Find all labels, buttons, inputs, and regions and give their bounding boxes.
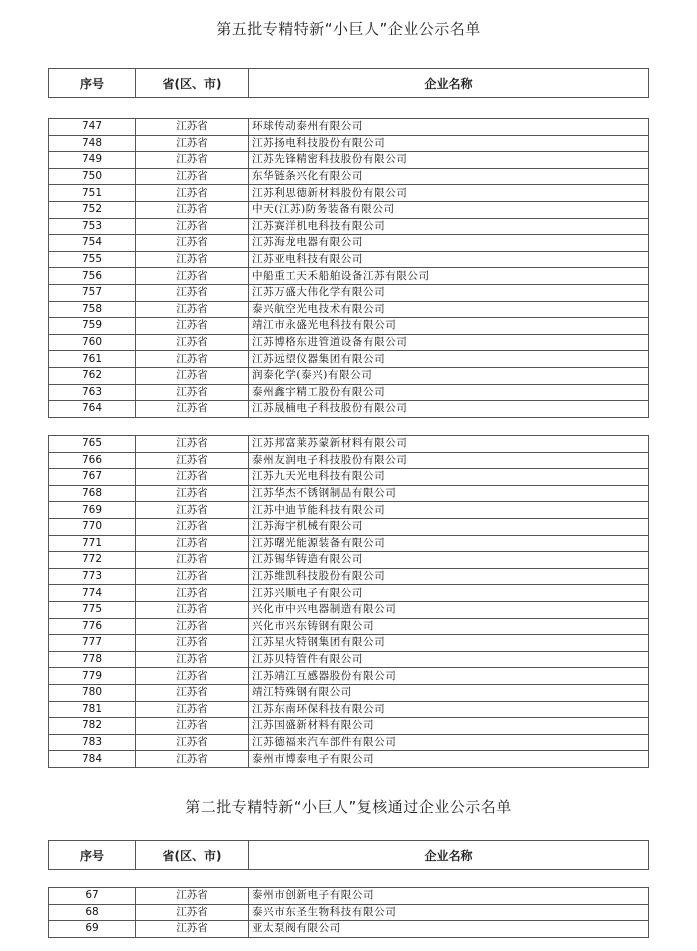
cell-company-name: 江苏亚电科技有限公司 (249, 251, 649, 268)
cell-serial-number: 755 (49, 251, 136, 268)
cell-province: 江苏省 (136, 168, 249, 185)
cell-serial-number: 764 (49, 401, 136, 418)
table-row (49, 718, 649, 735)
table-header-second-batch (48, 840, 649, 870)
cell-company-name: 中船重工天禾船舶设备江苏有限公司 (249, 268, 649, 285)
cell-province: 江苏省 (136, 635, 249, 652)
cell-province: 江苏省 (136, 351, 249, 368)
table-row (49, 502, 649, 519)
header-province: 省(区、市) (136, 69, 249, 98)
cell-company-name: 江苏贝特管件有限公司 (249, 651, 649, 668)
cell-province: 江苏省 (136, 552, 249, 569)
cell-company-name: 江苏靖江互感器股份有限公司 (249, 668, 649, 685)
cell-serial-number: 775 (49, 601, 136, 618)
table-row (49, 185, 649, 202)
cell-province: 江苏省 (136, 218, 249, 235)
table-row (49, 367, 649, 384)
cell-company-name: 江苏远望仪器集团有限公司 (249, 351, 649, 368)
cell-serial-number: 751 (49, 185, 136, 202)
cell-serial-number: 778 (49, 651, 136, 668)
cell-company-name: 江苏博格东进管道设备有限公司 (249, 334, 649, 351)
table-row (49, 168, 649, 185)
cell-serial-number: 782 (49, 718, 136, 735)
cell-serial-number: 780 (49, 684, 136, 701)
cell-province: 江苏省 (136, 334, 249, 351)
cell-province: 江苏省 (136, 452, 249, 469)
table-row (49, 384, 649, 401)
cell-serial-number: 763 (49, 384, 136, 401)
cell-company-name: 江苏赛洋机电科技有限公司 (249, 218, 649, 235)
cell-company-name: 江苏万盛大伟化学有限公司 (249, 284, 649, 301)
table-row (49, 921, 649, 938)
table-row (49, 284, 649, 301)
cell-province: 江苏省 (136, 318, 249, 335)
cell-province: 江苏省 (136, 921, 249, 938)
cell-company-name: 泰州市博泰电子有限公司 (249, 751, 649, 768)
cell-company-name: 江苏邦富莱苏蒙新材料有限公司 (249, 436, 649, 453)
cell-company-name: 江苏九天光电科技有限公司 (249, 469, 649, 486)
cell-company-name: 江苏东南环保科技有限公司 (249, 701, 649, 718)
cell-province: 江苏省 (136, 651, 249, 668)
cell-company-name: 江苏维凯科技股份有限公司 (249, 568, 649, 585)
table-row (49, 535, 649, 552)
cell-province: 江苏省 (136, 904, 249, 921)
cell-province: 江苏省 (136, 268, 249, 285)
table-row (49, 469, 649, 486)
cell-company-name: 江苏海宇机械有限公司 (249, 518, 649, 535)
cell-serial-number: 752 (49, 201, 136, 218)
cell-serial-number: 770 (49, 518, 136, 535)
cell-province: 江苏省 (136, 384, 249, 401)
table-row (49, 218, 649, 235)
cell-serial-number: 771 (49, 535, 136, 552)
header-province: 省(区、市) (136, 841, 249, 870)
cell-province: 江苏省 (136, 367, 249, 384)
cell-company-name: 江苏利思德新材料股份有限公司 (249, 185, 649, 202)
cell-serial-number: 781 (49, 701, 136, 718)
cell-company-name: 环球传动泰州有限公司 (249, 119, 649, 136)
cell-company-name: 靖江特殊钢有限公司 (249, 684, 649, 701)
cell-company-name: 江苏先锋精密科技股份有限公司 (249, 152, 649, 169)
cell-company-name: 江苏锡华铸造有限公司 (249, 552, 649, 569)
cell-company-name: 江苏华杰不锈钢制品有限公司 (249, 485, 649, 502)
table-row (49, 119, 649, 136)
table-row (49, 684, 649, 701)
cell-company-name: 泰州市创新电子有限公司 (249, 888, 649, 905)
cell-company-name: 亚太泵阀有限公司 (249, 921, 649, 938)
cell-serial-number: 774 (49, 585, 136, 602)
table-row (49, 701, 649, 718)
table-row (49, 734, 649, 751)
cell-company-name: 泰州友润电子科技股份有限公司 (249, 452, 649, 469)
cell-province: 江苏省 (136, 601, 249, 618)
list-title-fifth-batch: 第五批专精特新“小巨人”企业公示名单 (216, 20, 481, 38)
cell-serial-number: 766 (49, 452, 136, 469)
table-row (49, 618, 649, 635)
cell-company-name: 泰兴市东圣生物科技有限公司 (249, 904, 649, 921)
cell-serial-number: 69 (49, 921, 136, 938)
cell-company-name: 靖江市永盛光电科技有限公司 (249, 318, 649, 335)
header-serial-number: 序号 (49, 69, 136, 98)
cell-serial-number: 758 (49, 301, 136, 318)
cell-company-name: 江苏晟楠电子科技股份有限公司 (249, 401, 649, 418)
cell-province: 江苏省 (136, 119, 249, 136)
cell-province: 江苏省 (136, 469, 249, 486)
cell-serial-number: 783 (49, 734, 136, 751)
cell-province: 江苏省 (136, 888, 249, 905)
cell-province: 江苏省 (136, 485, 249, 502)
header-serial-number: 序号 (49, 841, 136, 870)
table-header-fifth-batch (48, 68, 649, 98)
cell-province: 江苏省 (136, 235, 249, 252)
cell-company-name: 江苏海龙电器有限公司 (249, 235, 649, 252)
table-row (49, 452, 649, 469)
header-company-name: 企业名称 (249, 841, 649, 870)
cell-company-name: 江苏中迪节能科技有限公司 (249, 502, 649, 519)
cell-serial-number: 768 (49, 485, 136, 502)
cell-province: 江苏省 (136, 401, 249, 418)
cell-province: 江苏省 (136, 718, 249, 735)
table-row (49, 235, 649, 252)
cell-province: 江苏省 (136, 535, 249, 552)
cell-province: 江苏省 (136, 585, 249, 602)
cell-company-name: 江苏星火特钢集团有限公司 (249, 635, 649, 652)
cell-province: 江苏省 (136, 301, 249, 318)
cell-serial-number: 777 (49, 635, 136, 652)
table-row (49, 351, 649, 368)
cell-company-name: 泰兴航空光电技术有限公司 (249, 301, 649, 318)
cell-company-name: 兴化市兴东铸钢有限公司 (249, 618, 649, 635)
cell-company-name: 兴化市中兴电器制造有限公司 (249, 601, 649, 618)
table-row (49, 518, 649, 535)
cell-serial-number: 750 (49, 168, 136, 185)
table-row (49, 201, 649, 218)
cell-serial-number: 765 (49, 436, 136, 453)
cell-province: 江苏省 (136, 185, 249, 202)
cell-serial-number: 779 (49, 668, 136, 685)
cell-province: 江苏省 (136, 284, 249, 301)
table-row (49, 552, 649, 569)
table-row (49, 436, 649, 453)
cell-serial-number: 749 (49, 152, 136, 169)
table-row (49, 904, 649, 921)
cell-serial-number: 773 (49, 568, 136, 585)
cell-province: 江苏省 (136, 518, 249, 535)
cell-serial-number: 756 (49, 268, 136, 285)
cell-company-name: 东华链条兴化有限公司 (249, 168, 649, 185)
table-row (49, 334, 649, 351)
cell-company-name: 江苏曙光能源装备有限公司 (249, 535, 649, 552)
cell-province: 江苏省 (136, 135, 249, 152)
cell-province: 江苏省 (136, 618, 249, 635)
cell-serial-number: 753 (49, 218, 136, 235)
table-row (49, 152, 649, 169)
cell-province: 江苏省 (136, 201, 249, 218)
table-row (49, 135, 649, 152)
table-row (49, 251, 649, 268)
cell-serial-number: 784 (49, 751, 136, 768)
cell-serial-number: 67 (49, 888, 136, 905)
list-title-second-batch-review: 第二批专精特新“小巨人”复核通过企业公示名单 (185, 798, 512, 816)
cell-serial-number: 759 (49, 318, 136, 335)
cell-serial-number: 747 (49, 119, 136, 136)
table-row (49, 888, 649, 905)
table-row (49, 401, 649, 418)
cell-serial-number: 762 (49, 367, 136, 384)
cell-province: 江苏省 (136, 251, 249, 268)
cell-company-name: 泰州鑫宇精工股份有限公司 (249, 384, 649, 401)
table-row (49, 268, 649, 285)
cell-serial-number: 760 (49, 334, 136, 351)
cell-serial-number: 769 (49, 502, 136, 519)
cell-serial-number: 757 (49, 284, 136, 301)
cell-province: 江苏省 (136, 734, 249, 751)
cell-company-name: 江苏扬电科技股份有限公司 (249, 135, 649, 152)
cell-serial-number: 772 (49, 552, 136, 569)
cell-serial-number: 761 (49, 351, 136, 368)
cell-province: 江苏省 (136, 668, 249, 685)
cell-serial-number: 776 (49, 618, 136, 635)
cell-company-name: 江苏兴顺电子有限公司 (249, 585, 649, 602)
cell-province: 江苏省 (136, 684, 249, 701)
cell-company-name: 江苏国盛新材料有限公司 (249, 718, 649, 735)
company-table-block-1 (48, 118, 649, 418)
cell-company-name: 中天(江苏)防务装备有限公司 (249, 201, 649, 218)
cell-company-name: 江苏德福来汽车部件有限公司 (249, 734, 649, 751)
table-row (49, 568, 649, 585)
table-row (49, 301, 649, 318)
cell-serial-number: 767 (49, 469, 136, 486)
cell-serial-number: 754 (49, 235, 136, 252)
cell-province: 江苏省 (136, 502, 249, 519)
header-company-name: 企业名称 (249, 69, 649, 98)
table-row (49, 668, 649, 685)
cell-province: 江苏省 (136, 751, 249, 768)
cell-province: 江苏省 (136, 568, 249, 585)
cell-company-name: 润泰化学(泰兴)有限公司 (249, 367, 649, 384)
company-table-block-3 (48, 887, 649, 938)
table-row (49, 635, 649, 652)
table-row (49, 585, 649, 602)
company-table-block-2 (48, 435, 649, 768)
cell-province: 江苏省 (136, 701, 249, 718)
table-row (49, 751, 649, 768)
cell-serial-number: 748 (49, 135, 136, 152)
cell-province: 江苏省 (136, 152, 249, 169)
cell-serial-number: 68 (49, 904, 136, 921)
table-row (49, 651, 649, 668)
table-row (49, 318, 649, 335)
table-row (49, 485, 649, 502)
cell-province: 江苏省 (136, 436, 249, 453)
table-row (49, 601, 649, 618)
